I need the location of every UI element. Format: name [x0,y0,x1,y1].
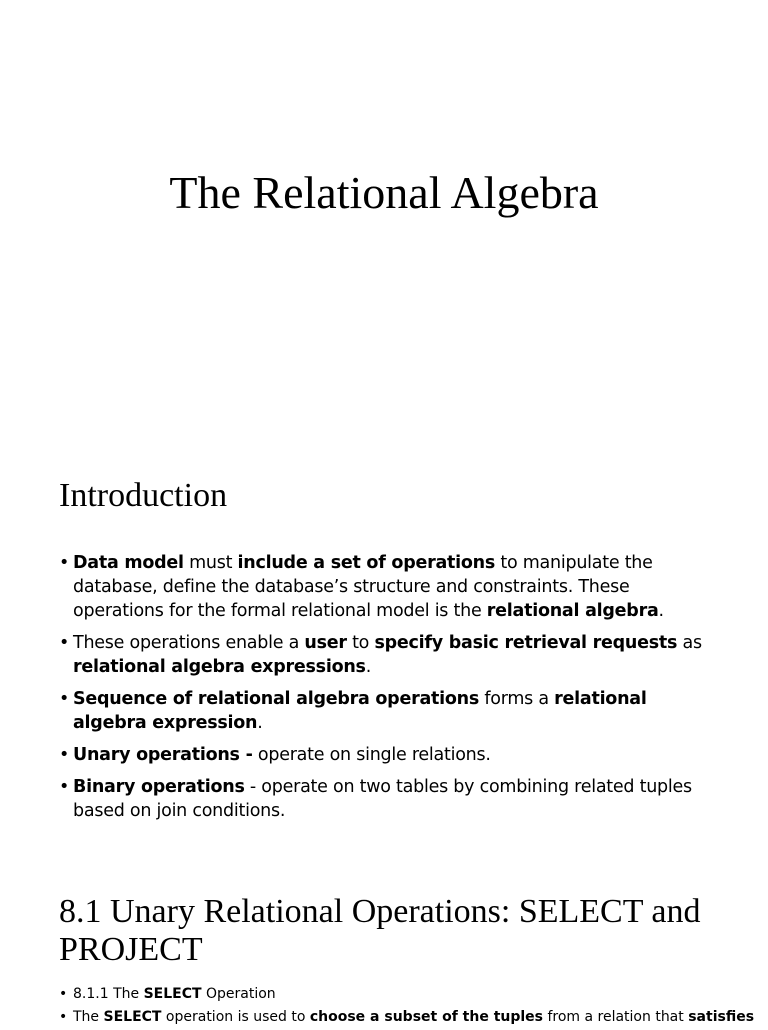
text-run: The [73,1009,104,1025]
text-run: to [346,633,375,653]
text-run: Operation [201,986,276,1002]
introduction-heading: Introduction [59,477,228,514]
text-run: from a relation that [543,1009,689,1025]
text-run: operation is used to [161,1009,310,1025]
bold-text-run: relational algebra [486,601,659,621]
bold-text-run: relational algebra expression [73,689,647,733]
bold-text-run: include a set of operations [237,553,496,573]
bold-text-run: specify basic retrieval requests [374,633,678,653]
bold-text-run: SELECT [103,1009,162,1025]
text-run: . [365,657,372,677]
bullet-marker: • [59,986,68,1002]
text-run: to manipulate the database, define the database’s structure and constraints. These operations for the formal relational model is the [73,553,653,621]
text-run: operate on single relations. [252,745,491,765]
bullet-item [59,631,719,679]
bullet-item [59,775,719,823]
text-run: - operate on two tables by combining related tuples based on join conditions. [73,777,692,821]
bold-text-run: Data model [73,553,184,573]
bullet-marker: • [59,777,70,797]
bullet-item [59,743,719,767]
bullet-item [59,551,719,623]
bold-text-run: user [304,633,347,653]
bullet-item [59,1007,759,1027]
text-run: must [183,553,238,573]
bold-text-run: SELECT [143,986,202,1002]
text-run: as [677,633,702,653]
bullet-marker: • [59,689,70,709]
text-run: 8.1.1 The [73,986,144,1002]
bullet-item [59,687,719,735]
slide-title: The Relational Algebra [169,167,599,218]
unary-operations-bullet-list [59,984,759,1030]
title-slide [0,0,768,440]
unary-operations-heading: 8.1 Unary Relational Operations: SELECT and PROJECT [59,893,701,968]
bold-text-run: Sequence of relational algebra operations [73,689,480,709]
bullet-marker: • [59,1009,68,1025]
bold-text-run: choose a subset of the tuples [309,1009,544,1025]
text-run: . [658,601,664,621]
bullet-marker: • [59,745,70,765]
introduction-bullet-list [59,551,719,831]
text-run: forms a [479,689,555,709]
bold-text-run: satisfies [688,1009,755,1025]
bold-text-run: relational algebra expressions [73,657,366,677]
unary-operations-slide [0,860,768,1024]
bullet-marker: • [59,553,70,573]
bold-text-run: Unary operations - [73,745,253,765]
bold-text-run: Binary operations [73,777,245,797]
text-run: These operations enable a [73,633,305,653]
bullet-item [59,984,759,1004]
introduction-slide [0,440,768,860]
text-run: . [257,713,263,733]
bullet-marker: • [59,633,70,653]
